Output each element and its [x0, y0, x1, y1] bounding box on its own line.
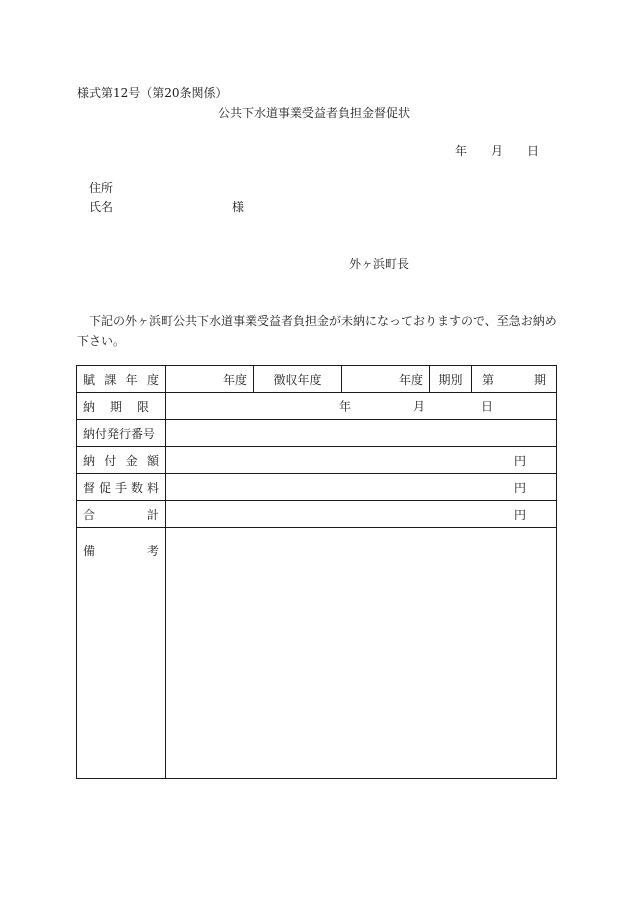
- due-date-value[interactable]: 年 月 日: [166, 393, 557, 420]
- fee-row: [77, 474, 557, 501]
- period-value[interactable]: 第 期: [472, 366, 557, 393]
- issuer: 外ヶ浜町長: [349, 257, 410, 271]
- fiscal-year-value[interactable]: 年度: [166, 366, 254, 393]
- due-date-label: 納 期 限: [77, 393, 166, 420]
- total-label: 合 計: [77, 501, 166, 528]
- total-value[interactable]: 円: [166, 501, 557, 528]
- payment-amount-label: 納 付 金 額: [77, 447, 166, 474]
- fiscal-year-label: 賦 課 年 度: [77, 366, 166, 393]
- honorific: 様: [232, 200, 245, 214]
- date-month: 月: [491, 144, 504, 158]
- collection-year-value[interactable]: 年度: [342, 366, 430, 393]
- payment-amount-value[interactable]: 円: [166, 447, 557, 474]
- total-row: [77, 501, 557, 528]
- collection-year-label: 徴収年度: [254, 366, 342, 393]
- payment-table: [76, 365, 557, 779]
- remarks-value[interactable]: [166, 528, 557, 779]
- form-number: 様式第12号（第20条関係）: [77, 86, 228, 100]
- document-title: 公共下水道事業受益者負担金督促状: [218, 106, 411, 120]
- payment-number-row: [77, 420, 557, 447]
- remarks-row: [77, 528, 557, 779]
- due-date-row: [77, 393, 557, 420]
- payment-number-value[interactable]: [166, 420, 557, 447]
- fee-label: 督 促 手 数 料: [77, 474, 166, 501]
- remarks-label: 備 考: [77, 528, 166, 779]
- payment-number-label: 納付発行番号: [77, 420, 166, 447]
- name-label: 氏名: [89, 200, 114, 214]
- body-text: 下記の外ヶ浜町公共下水道事業受益者負担金が未納になっておりますので、至急お納め下さい。: [77, 314, 557, 348]
- payment-amount-row: [77, 447, 557, 474]
- address-label: 住所: [89, 181, 114, 195]
- period-label: 期別: [430, 366, 472, 393]
- date-day: 日: [527, 144, 540, 158]
- fiscal-year-row: [77, 366, 557, 393]
- date-year: 年: [455, 144, 468, 158]
- fee-value[interactable]: 円: [166, 474, 557, 501]
